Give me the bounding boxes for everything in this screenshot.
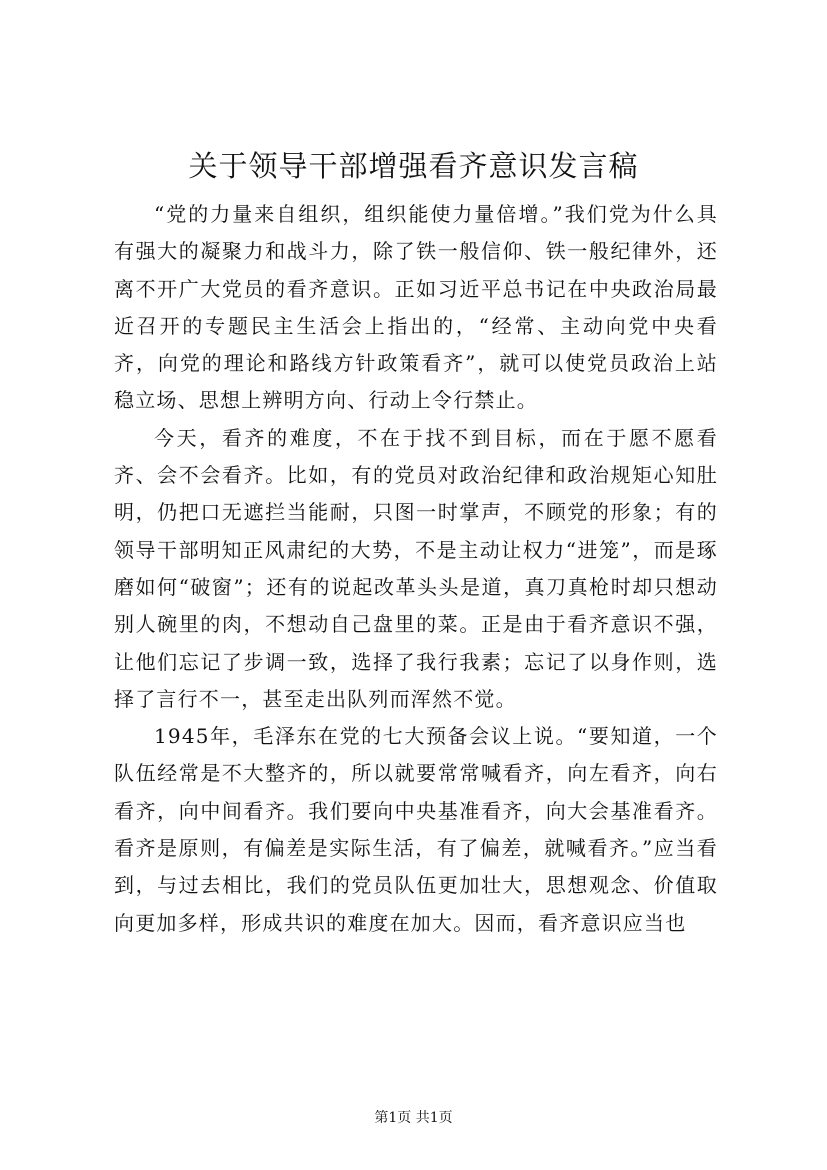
paragraph-3: 1945年，毛泽东在党的七大预备会议上说。“要知道，一个队伍经常是不大整齐的，所以就要常常喊看齐，向左看齐，向右看齐，向中间看齐。我们要向中央基准看齐，向大会基准看齐。看齐是原则，有偏差是实际生活，有了偏差，就喊看齐。”应当看到，与过去相比，我们的党员队伍更加壮大，思想观念、价值取向更加多样，形成共识的难度在加大。因而，看齐意识应当也 xyxy=(114,724,718,935)
page-footer: 第1页 共1页 xyxy=(374,1110,453,1126)
paragraph-1: “党的力量来自组织，组织能使力量倍增。”我们党为什么具有强大的凝聚力和战斗力，除了铁一般信仰、铁一般纪律外，还离不开广大党员的看齐意识。正如习近平总书记在中央政治局最近召开的专题民主生活会上指出的，“经常、主动向党中央看齐，向党的理论和路线方针政策看齐”，就可以使党员政治上站稳立场、思想上辨明方向、行动上令行禁止。 xyxy=(114,202,718,413)
paragraph-2: 今天，看齐的难度，不在于找不到目标，而在于愿不愿看齐、会不会看齐。比如，有的党员对政治纪律和政治规矩心知肚明，仍把口无遮拦当能耐，只图一时掌声，不顾党的形象；有的领导干部明知正风肃纪的大势，不是主动让权力“进笼”，而是琢磨如何“破窗”；还有的说起改革头头是道，真刀真枪时却只想动别人碗里的肉，不想动自己盘里的菜。正是由于看齐意识不强，让他们忘记了步调一致，选择了我行我素；忘记了以身作则，选择了言行不一，甚至走出队列而浑然不觉。 xyxy=(114,425,718,711)
document-title: 关于领导干部增强看齐意识发言稿 xyxy=(188,149,639,183)
document-body xyxy=(114,196,718,942)
